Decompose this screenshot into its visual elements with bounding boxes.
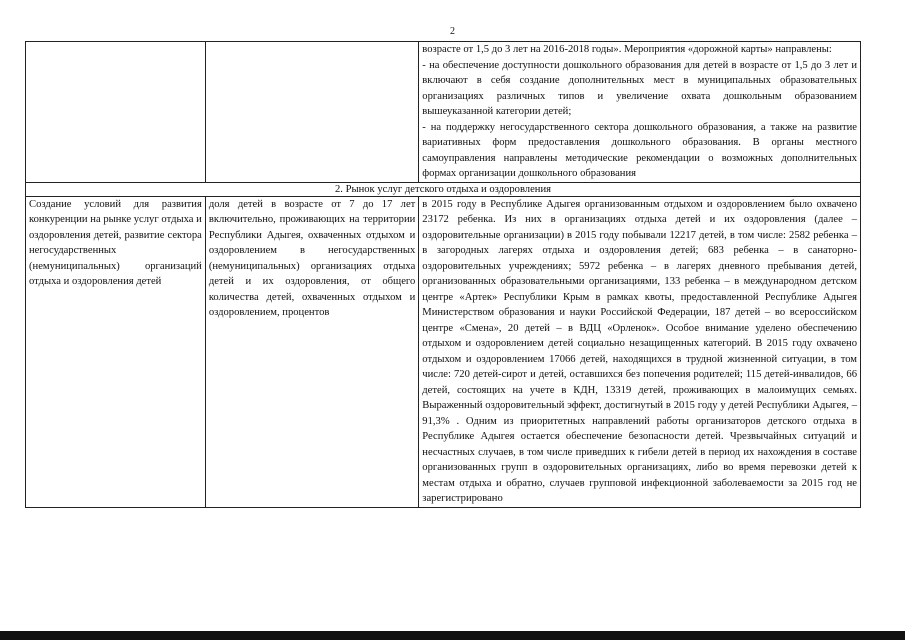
indicator-cell: доля детей в возрасте от 7 до 17 лет включительно, проживающих на территории Республики Адыгея, охваченных отдыхом и оздоровлением в негосударственных (немуниципальных) организациях отдыха детей и их оздоровления, от общего количества детей, охваченных отдыхом и оздоровлением, процентов [205, 196, 418, 507]
table-row-main [26, 196, 861, 507]
description-cell: в 2015 году в Республике Адыгея организованным отдыхом и оздоровлением было охвачено 23172 ребенка. Из них в организациях отдыха детей и их оздоровления (далее – оздоровительные организации) в 2015 году побывали 12217 детей, в том числе: 2582 ребенка – в загородных лагерях отдыха и оздоровления детей; 683 ребенка – в санаторно-оздоровительных учреждениях; 5972 ребенка – в лагерях дневного пребывания детей, организованных образовательными организациями, 133 ребенка – в международном детском центре «Артек» Республики Крым в рамках квоты, предоставленной Республике Адыгея Министерством образования и науки Российской Федерации, 187 детей – во всероссийском центре «Смена», 20 детей – в ВДЦ «Орленок». Особое внимание уделено обеспечению отдыхом и оздоровлением детей социально незащищенных категорий. В 2015 году охвачено отдыхом и оздоровлением 17066 детей, находящихся в трудной жизненной ситуации, в том числе: 720 детей-сирот и детей, оставшихся без попечения родителей; 115 детей-инвалидов, 66 детей, состоящих на учете в КДН, 13319 детей, проживающих в малоимущих семьях. Выраженный оздоровительный эффект, достигнутый в 2015 году у детей Республики Адыгея, – 91,3% . Одним из приоритетных направлений работы организаторов детского отдыха в Республике Адыгея остается обеспечение безопасности детей. Чрезвычайных ситуаций и несчастных случаев, в том числе приведших к гибели детей в период их нахождения в составе организованных групп в оздоровительных организациях, либо во время перевозки детей к местам отдыха и обратно, случаев групповой инфекционной заболеваемости за 2015 год не зарегистрировано [419, 196, 861, 507]
continuation-paragraph: возрасте от 1,5 до 3 лет на 2016-2018 годы». Мероприятия «дорожной карты» направлены: [422, 44, 832, 55]
table-row-continuation [26, 42, 861, 183]
section-header: 2. Рынок услуг детского отдыха и оздоровления [26, 182, 861, 196]
continuation-cell-description [419, 42, 861, 183]
document-table [25, 41, 861, 508]
continuation-cell-indicator [205, 42, 418, 183]
continuation-paragraph: - на поддержку негосударственного сектора дошкольного образования, а также на развитие вариативных форм предоставления дошкольного образования. В органы местного самоуправления направлены методические рекомендации о возможных дополнительных формах организации дошкольного образования [422, 121, 857, 179]
goal-cell: Создание условий для развития конкуренции на рынке услуг отдыха и оздоровления детей, развитие сектора негосударственных (немуниципальных) организаций отдыха и оздоровления детей [26, 196, 206, 507]
scan-bottom-edge [0, 631, 905, 640]
continuation-paragraph: - на обеспечение доступности дошкольного образования для детей в возрасте от 1,5 до 3 лет и включают в себя создание дополнительных мест в муниципальных образовательных организациях различных типов и увеличение охвата дошкольным образованием вышеуказанной категории детей; [422, 59, 857, 117]
continuation-cell-goal [26, 42, 206, 183]
page-number: 2 [450, 26, 455, 37]
section-header-row [26, 182, 861, 196]
